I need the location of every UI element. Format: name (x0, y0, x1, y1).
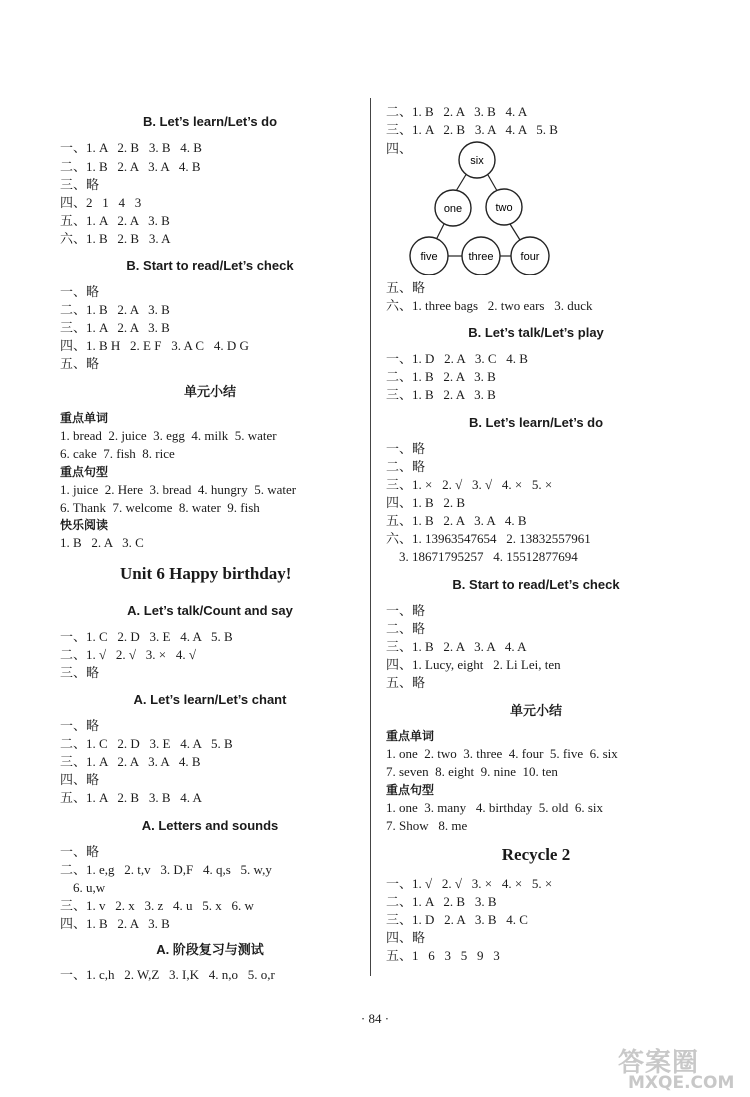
label-five: five (420, 251, 438, 263)
sub-heading: 重点单词 (386, 729, 435, 743)
section-title: 单元小结 (183, 384, 236, 399)
answer-line: 二、1. e,g 2. t,v 3. D,F 4. q,s 5. w,y (60, 862, 272, 877)
answer-line: 一、略 (386, 441, 426, 456)
answer-line: 二、1. √ 2. √ 3. × 4. √ (60, 647, 196, 662)
answer-line: 六、1. three bags 2. two ears 3. duck (386, 298, 593, 313)
watermark-url: MXQE.COM (628, 1073, 735, 1093)
answer-line: 二、1. B 2. A 3. B 4. A (386, 104, 528, 119)
answer-line: 三、略 (60, 665, 100, 680)
answer-line: 五、1. A 2. B 3. B 4. A (60, 790, 202, 805)
sub-heading: 快乐阅读 (60, 518, 109, 532)
section-title: B. Let’s talk/Let’s play (468, 325, 604, 340)
column-divider (370, 98, 371, 976)
answer-line: 一、1. c,h 2. W,Z 3. I,K 4. n,o 5. o,r (60, 967, 275, 982)
answer-line: 3. 18671795257 4. 15512877694 (386, 549, 578, 564)
answer-line: 6. u,w (60, 880, 106, 895)
answer-line: 一、略 (60, 284, 100, 299)
section-title: A. Let’s learn/Let’s chant (133, 692, 287, 707)
answer-line: 三、1. D 2. A 3. B 4. C (386, 912, 528, 927)
number-triangle-diagram (386, 140, 556, 275)
answer-line: 1. bread 2. juice 3. egg 4. milk 5. water (60, 428, 277, 443)
answer-line: 五、略 (386, 675, 426, 690)
answer-line: 三、1. B 2. A 3. A 4. A (386, 639, 527, 654)
label-one: one (443, 203, 463, 215)
answer-line: 三、1. A 2. A 3. A 4. B (60, 754, 201, 769)
section-title: B. Start to read/Let’s check (452, 577, 620, 592)
answer-line: 二、1. A 2. B 3. B (386, 894, 497, 909)
section-title: B. Let’s learn/Let’s do (142, 114, 278, 129)
answer-line: 6. Thank 7. welcome 8. water 9. fish (60, 500, 260, 515)
sub-heading: 重点单词 (60, 411, 109, 425)
answer-line: 三、1. B 2. A 3. B (386, 387, 496, 402)
answer-line: 四、略 (60, 772, 100, 787)
answer-line: 五、1 6 3 5 9 3 (386, 948, 500, 963)
answer-line: 六、1. 13963547654 2. 13832557961 (386, 531, 591, 546)
answer-line: 五、略 (386, 280, 426, 295)
answer-line: 三、1. A 2. A 3. B (60, 320, 170, 335)
answer-line: 六、1. B 2. B 3. A (60, 231, 171, 246)
answer-line: 四、 (386, 141, 413, 156)
label-three: three (468, 251, 494, 263)
sub-heading: 重点句型 (60, 465, 109, 479)
label-four: four (520, 251, 540, 263)
watermark-logo: 答案圈 (618, 1048, 700, 1078)
answer-line: 三、1. v 2. x 3. z 4. u 5. x 6. w (60, 898, 254, 913)
answer-line: 一、1. √ 2. √ 3. × 4. × 5. × (386, 876, 553, 891)
section-title: A. Let’s talk/Count and say (127, 603, 293, 618)
answer-line: 二、1. C 2. D 3. E 4. A 5. B (60, 736, 233, 751)
answer-line: 7. seven 8. eight 9. nine 10. ten (386, 764, 558, 779)
answer-line: 四、1. Lucy, eight 2. Li Lei, ten (386, 657, 561, 672)
answer-line: 一、1. D 2. A 3. C 4. B (386, 351, 528, 366)
section-title: B. Start to read/Let’s check (126, 258, 294, 273)
section-title: 单元小结 (509, 703, 562, 718)
answer-line: 1. one 2. two 3. three 4. four 5. five 6. six (386, 746, 618, 761)
answer-line: 五、1. A 2. A 3. B (60, 213, 170, 228)
label-two: two (495, 202, 513, 214)
answer-line: 五、略 (60, 356, 100, 371)
section-title: B. Let’s learn/Let’s do (468, 415, 604, 430)
answer-line: 四、2 1 4 3 (60, 195, 142, 210)
answer-line: 一、1. C 2. D 3. E 4. A 5. B (60, 629, 233, 644)
answer-line: 二、1. B 2. A 3. A 4. B (60, 159, 201, 174)
answer-line: 二、1. B 2. A 3. B (386, 369, 496, 384)
section-title: A. Letters and sounds (141, 818, 279, 833)
answer-line: 1. one 3. many 4. birthday 5. old 6. six (386, 800, 604, 815)
answer-line: 二、略 (386, 459, 426, 474)
sub-heading: 重点句型 (386, 783, 435, 797)
answer-line: 四、略 (386, 930, 426, 945)
answer-line: 一、略 (60, 844, 100, 859)
answer-line: 一、略 (60, 718, 100, 733)
link-line (510, 224, 520, 240)
page-number: · 84 · (360, 1011, 390, 1026)
answer-line: 一、略 (386, 603, 426, 618)
answer-line: 一、1. A 2. B 3. B 4. B (60, 140, 202, 155)
answer-line: 1. B 2. A 3. C (60, 535, 144, 550)
recycle-title: Recycle 2 (501, 845, 571, 864)
answer-line: 7. Show 8. me (386, 818, 468, 833)
answer-line: 四、1. B 2. B (386, 495, 466, 510)
answer-line: 1. juice 2. Here 3. bread 4. hungry 5. water (60, 482, 297, 497)
answer-line: 三、略 (60, 177, 100, 192)
answer-line: 二、略 (386, 621, 426, 636)
answer-line: 二、1. B 2. A 3. B (60, 302, 170, 317)
answer-line: 三、1. × 2. √ 3. √ 4. × 5. × (386, 477, 553, 492)
answer-line: 四、1. B 2. A 3. B (60, 916, 170, 931)
link-line (436, 224, 444, 240)
answer-line: 四、1. B H 2. E F 3. A C 4. D G (60, 338, 249, 353)
answer-line: 五、1. B 2. A 3. A 4. B (386, 513, 527, 528)
section-title: A. 阶段复习与测试 (156, 942, 264, 957)
label-six: six (470, 155, 484, 167)
unit-title: Unit 6 Happy birthday! (120, 564, 292, 583)
answer-line: 三、1. A 2. B 3. A 4. A 5. B (386, 122, 558, 137)
answer-line: 6. cake 7. fish 8. rice (60, 446, 175, 461)
